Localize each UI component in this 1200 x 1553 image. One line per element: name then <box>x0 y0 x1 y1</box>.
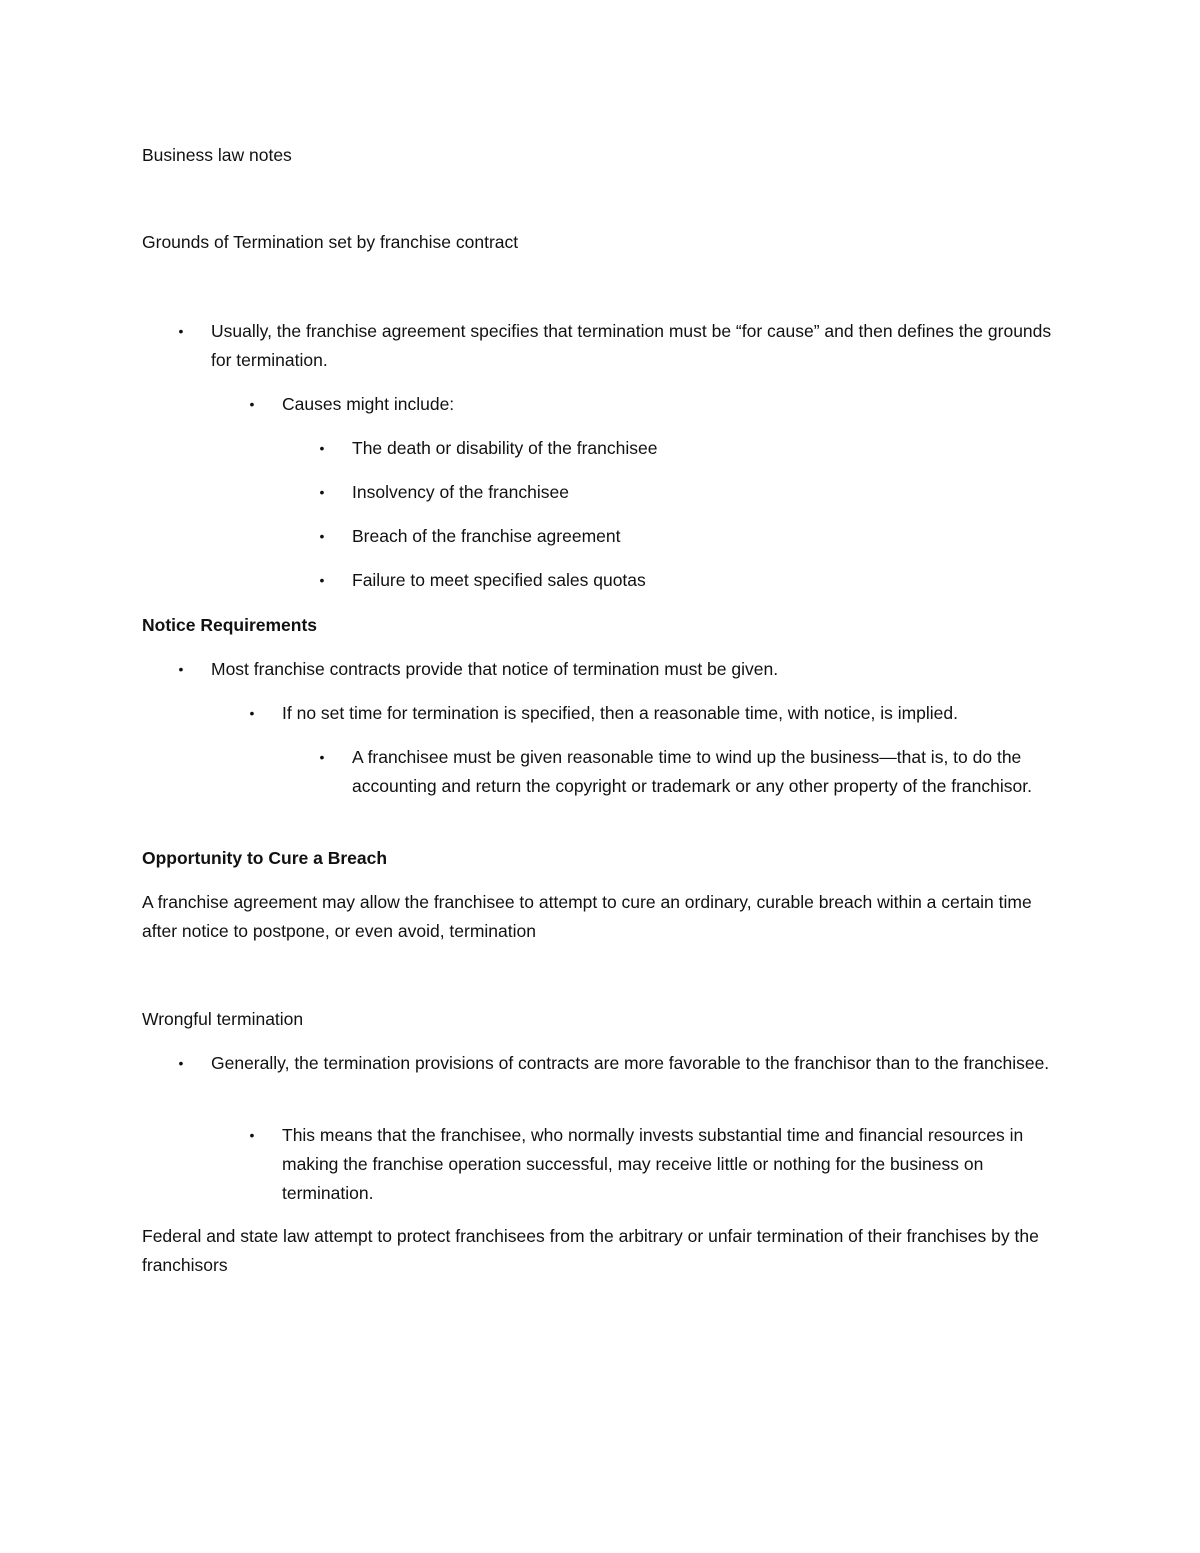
paragraph-federal-state: Federal and state law attempt to protect franchisees from the arbitrary or unfair termination of their franchises by the franchisors <box>142 1226 1039 1275</box>
bullet-icon: • <box>319 528 325 544</box>
section-heading-cure: Opportunity to Cure a Breach <box>142 848 388 868</box>
list-item-text: Generally, the termination provisions of contracts are more favorable to the franchisor than to the franchisee. <box>211 1053 1050 1073</box>
bullet-icon: • <box>178 1055 184 1071</box>
list-item-text: A franchisee must be given reasonable time to wind up the business—that is, to do the accounting and return the copyright or trademark or any other property of the franchisor. <box>352 747 1032 796</box>
list-item-text: Insolvency of the franchisee <box>352 482 569 502</box>
list-item-text: This means that the franchisee, who normally invests substantial time and financial resources in making the franchise operation successful, may receive little or nothing for the business on termination. <box>282 1125 1024 1203</box>
bullet-icon: • <box>249 396 255 412</box>
list-item-text: Breach of the franchise agreement <box>352 526 621 546</box>
list-item-text: Failure to meet specified sales quotas <box>352 570 646 590</box>
bullet-icon: • <box>178 323 184 339</box>
document-title: Business law notes <box>142 145 292 165</box>
bullet-icon: • <box>249 705 255 721</box>
bullet-icon: • <box>319 484 325 500</box>
list-item-text: If no set time for termination is specified, then a reasonable time, with notice, is implied. <box>282 703 959 723</box>
section-heading-grounds: Grounds of Termination set by franchise contract <box>142 232 519 252</box>
bullet-icon: • <box>249 1127 255 1143</box>
list-item-text: Usually, the franchise agreement specifies that termination must be “for cause” and then defines the grounds for termination. <box>211 321 1052 370</box>
section-heading-notice: Notice Requirements <box>142 615 318 635</box>
bullet-icon: • <box>178 661 184 677</box>
section-heading-wrongful: Wrongful termination <box>142 1009 304 1029</box>
paragraph-cure: A franchise agreement may allow the franchisee to attempt to cure an ordinary, curable breach within a certain time after notice to postpone, or even avoid, termination <box>142 892 1032 941</box>
list-item-text: The death or disability of the franchisee <box>352 438 658 458</box>
bullet-icon: • <box>319 440 325 456</box>
list-item-text: Most franchise contracts provide that notice of termination must be given. <box>211 659 779 679</box>
bullet-icon: • <box>319 572 325 588</box>
bullet-icon: • <box>319 749 325 765</box>
list-item-text: Causes might include: <box>282 394 455 414</box>
